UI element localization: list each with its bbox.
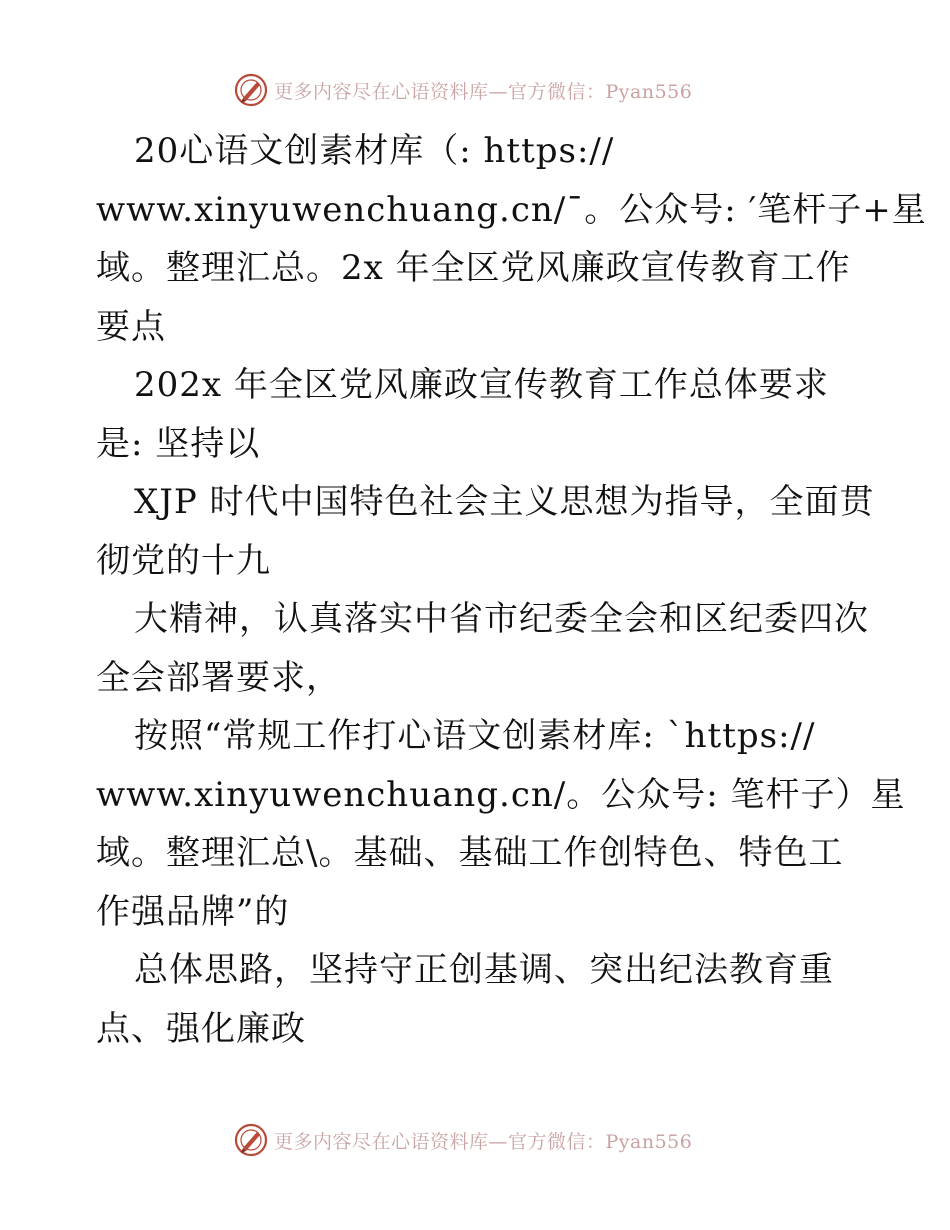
text-line: 20心语文创素材库（: https:// xyxy=(134,131,615,171)
text-line: 彻党的十九 xyxy=(96,540,271,581)
text-line: 是: 坚持以 xyxy=(96,423,261,464)
footer-watermark-text: 更多内容尽在心语资料库—官方微信：Pyan556 xyxy=(274,1130,693,1153)
text-line: 202x 年全区党风廉政宣传教育工作总体要求 xyxy=(134,365,829,405)
document-body xyxy=(96,122,927,1058)
text-line: 要点 xyxy=(96,306,166,347)
text-line: 作强品牌”的 xyxy=(96,891,290,932)
text-line: 按照“常规工作打心语文创素材库: `https:// xyxy=(134,716,816,756)
text-line: 域。整理汇总\。基础、基础工作创特色、特色工 xyxy=(96,833,844,873)
footer-watermark xyxy=(234,1120,692,1160)
text-line: XJP 时代中国特色社会主义思想为指导，全面贯 xyxy=(134,482,875,522)
header-watermark-text: 更多内容尽在心语资料库—官方微信：Pyan556 xyxy=(274,80,693,103)
text-line: 点、强化廉政 xyxy=(96,1008,306,1049)
text-line: www.xinyuwenchuang.cn/。公众号: 笔杆子）星 xyxy=(96,774,906,815)
pen-logo-icon xyxy=(234,73,268,107)
header-watermark xyxy=(234,70,692,110)
text-line: www.xinyuwenchuang.cn/¯。公众号: ′笔杆子+星 xyxy=(96,189,927,230)
pen-logo-icon xyxy=(234,1123,268,1157)
text-line: 域。整理汇总。2x 年全区党风廉政宣传教育工作 xyxy=(96,248,851,288)
text-line: 总体思路，坚持守正创基调、突出纪法教育重 xyxy=(134,950,834,990)
text-line: 全会部署要求， xyxy=(96,657,341,698)
text-line: 大精神，认真落实中省市纪委全会和区纪委四次 xyxy=(134,599,869,639)
